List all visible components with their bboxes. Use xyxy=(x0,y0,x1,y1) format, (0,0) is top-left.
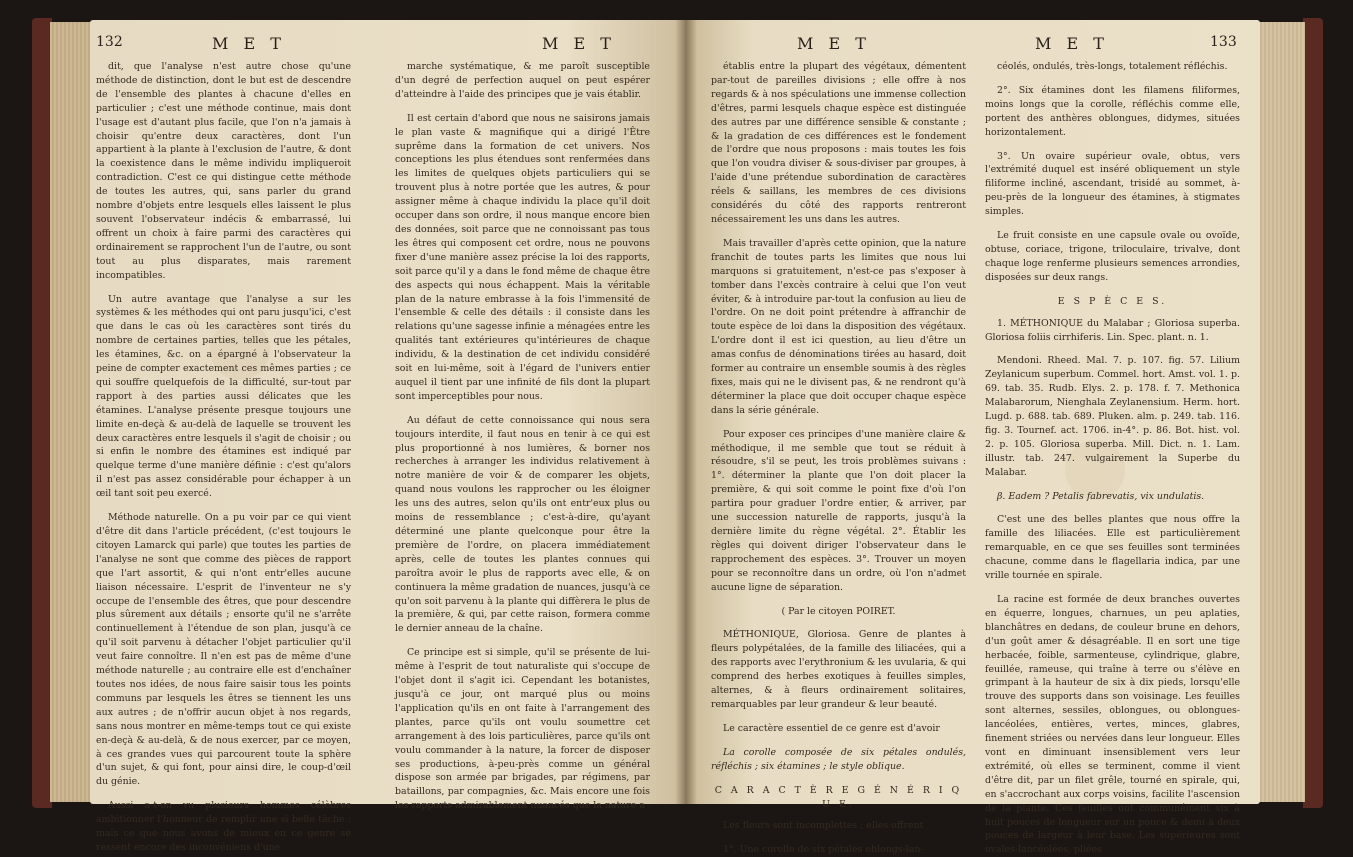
paragraph: MÉTHONIQUE, Gloriosa. Genre de plantes à fleurs polypétalées, de la famille des liliacées, qui a des rapports avec l'erythronium & les uvularia, & qui comprend des herbes exotiques à feuilles simples, alternes, & à fleurs ordinairement solitaires, remarquables par leur grandeur & leur beauté. xyxy=(711,629,966,710)
book-gutter xyxy=(675,20,697,804)
paragraph: Méthode naturelle. On a pu voir par ce qui vient d'être dit dans l'article précédent, (c'est toujours le citoyen Lamarck qui parle) que toutes les parties de l'analyse ne sont que comme des pièces de rapport que l'art assortit, & qui n'ont entr'elles aucune liaison nécessaire. L'esprit de l'inventeur ne s'y occupe de l'ensemble des êtres, que pour descendre plus sûrement aux détails ; ensorte qu'il ne s'arrête continuellement à l'étendue de son plan, jusqu'à ce qu'il soit parvenu à détacher l'objet particulier qu'il veut faire connoître. Il n'en est pas de même d'une méthode naturelle ; au contraire elle est d'enchaîner toutes nos idées, de nous faire saisir tous les points communs par lesquels les êtres se tiennent les uns aux autres ; de n'offrir aucun objet à nos regards, sans nous montrer en même-temps tout ce qui existe en-deçà & au-delà, & de nous exercer, par ce moyen, à ces grandes vues qui parcourent toute la sphère d'un sujet, & qui font, pour ainsi dire, le coup-d'œil du génie. xyxy=(96,512,351,788)
paragraph: La corolle composée de six pétales ondulés, réfléchis ; six étamines ; le style oblique. xyxy=(711,746,966,772)
page-edges-left xyxy=(50,22,95,802)
right-page xyxy=(685,20,1260,856)
left-page-header xyxy=(90,34,685,56)
left-page xyxy=(90,20,685,853)
left-header-word-2: M E T xyxy=(542,34,616,53)
paragraph: 1°. Une corolle de six pétales oblongs-lan- xyxy=(723,844,924,856)
right-header-word-1: M E T xyxy=(797,34,871,53)
book-cover-left xyxy=(32,18,52,808)
right-page-number: 133 xyxy=(1210,34,1237,50)
paragraph: 3°. Un ovaire supérieur ovale, obtus, vers l'extrémité duquel est inséré obliquement un style filiforme incliné, ascendant, trisidé au sommet, à-peu-près de la longueur des étamines, à stigmates simples. xyxy=(985,150,1240,218)
paragraph: C'est une des belles plantes que nous offre la famille des liliacées. Elle est particulièrement remarquable, en ce que ses feuilles sont terminées chacune, comme dans le flagellaria indica, par une vrille tournée en spirale. xyxy=(985,514,1240,582)
book-cover-right xyxy=(1303,18,1323,808)
paragraph: 2°. Six étamines dont les filamens filiformes, moins longs que la corolle, réfléchis comme elle, portent des anthères oblongues, didymes, situées horizontalement. xyxy=(985,84,1240,138)
paragraph: Ce principe est si simple, qu'il se présente de lui-même à l'esprit de tout naturaliste qui s'occupe de l'objet dont il s'agit ici. Cependant les botanistes, jusqu'à ce jour, ont marqué plus ou moins l'application qu'ils en ont faite à l'arrangement des plantes, parce qu'ils ont voulu soumettre cet arrangement à des lois particulières, parce qu'ils ont voulu commander à la nature, la forcer de disposer ses productions, à-peu-près comme un général dispose son armée par brigades, par régimens, par bataillons, par compagnies, &c. Mais encore une fois les rapports admirablement nuancés que la nature a xyxy=(395,647,650,812)
paragraph: Les fleurs sont incomplettes ; elles offrent xyxy=(723,820,924,832)
left-page-number: 132 xyxy=(96,34,123,50)
paragraph: Le fruit consiste en une capsule ovale ou ovoïde, obtuse, coriace, trigone, triloculaire, trivalve, dont chaque loge renferme plusieurs semences arrondies, disposées sur deux rangs. xyxy=(985,230,1240,283)
paragraph: dit, que l'analyse n'est autre chose qu'une méthode de distinction, dont le but est de descendre de l'ensemble des plantes à chacune d'elles en particulier ; c'est une méthode continue, mais dont l'usage est d'autant plus facile, que l'on n'a jamais à choisir qu'entre deux caractères, dont l'un appartient à la plante à l'exclusion de l'autre, & dont la coexistence dans le même individu impliqueroit contradiction. C'est ce qui distingue cette méthode de toutes les autres, qui, sans parler du grand nombre d'objets entre lesquels elles laissent le plus souvent l'observateur indécis & embarrassé, lui offrent un choix à faire parmi des caractères qui ordinairement se rapprochent l'un de l'autre, ou sont tout au plus disparates, mais rarement incompatibles. xyxy=(96,61,351,281)
paragraph: Mendoni. Rheed. Mal. 7. p. 107. fig. 57. Lilium Zeylanicum superbum. Commel. hort. Amst. vol. 1. p. 69. tab. 35. Rudb. Elys. 2. p. 178. f. 7. Methonica Malabarorum, Nienghala Zeylanensium. Herm. hort. Lugd. p. 688. tab. 689. Pluken. alm. p. 249. tab. 116. fig. 3. Tournef. act. 1706. in-4°. p. 86. Bot. hist. vol. 2. p. 105. Gloriosa superba. Mill. Dict. n. 1. Lam. illustr. tab. 247. vulgairement la Superbe du Malabar. xyxy=(985,355,1240,478)
book-spread xyxy=(40,12,1315,856)
left-page-column-2 xyxy=(395,60,650,812)
author-signature: ( Par le citoyen POIRET. xyxy=(781,605,896,617)
right-page-column-2 xyxy=(985,60,1240,856)
paragraph: β. Eadem ? Petalis fabrevatis, vix undulatis. xyxy=(997,490,1205,502)
paragraph: établis entre la plupart des végétaux, démentent par-tout de pareilles divisions ; elle offre à nos regards & à nos spéculations une immense collection d'êtres, parmi lesquels chaque espèce est distinguée des autres par une différence sensible & constante ; & la gradation de ces différences est le fondement de l'ordre que nous proposons : mais toutes les fois que l'on voudra diviser & sous-diviser par groupes, à l'aide d'une prétendue subordination de caractères réels & saillans, les membres de ces divisions considérés du côté des rapports rentreront nécessairement les uns dans les autres. xyxy=(711,61,966,225)
right-page-column-1 xyxy=(711,60,966,856)
right-header-word-2: M E T xyxy=(1035,34,1109,53)
section-heading: E S P È C E S. xyxy=(1057,295,1168,307)
paragraph: Au défaut de cette connoissance qui nous sera toujours interdite, il faut nous en tenir à ce qui est plus proportionné à nos lumières, & borner nos recherches à arranger les individus relativement à notre manière de voir & de comparer les objets, quand nous voulons les rapprocher ou les éloigner les uns des autres, selon qu'ils ont entr'eux plus ou moins de ressemblance ; c'est-à-dire, qu'ayant déterminé une plante quelconque pour être la première de l'ordre, on placera immédiatement après, celle de toutes les plantes connues qui paroîtra avoir le plus de rapports avec elle, & on continuera la même gradation de nuances, jusqu'à ce qu'on soit parvenu à la plante qui diffèrera le plus de la première, & qui, par cette raison, formera comme le dernier anneau de la chaîne. xyxy=(395,414,650,635)
paragraph: Le caractère essentiel de ce genre est d'avoir xyxy=(723,722,940,734)
section-heading: C A R A C T È R E G É N É R I Q U E. xyxy=(714,784,963,810)
paragraph: Aussi a-t-on vu plusieurs hommes célèbres ambitionner l'honneur de remplir une si belle tâche : mais ce que nous avons de mieux en ce genre se ressent encore des inconvéniens d'une xyxy=(96,800,351,853)
paragraph: céolés, ondulés, très-longs, totalement réfléchis. xyxy=(997,61,1228,72)
paragraph: marche systématique, & me paroît susceptible d'un degré de perfection auquel on peut espérer d'atteindre à l'aide des principes que je vais établir. xyxy=(395,61,650,100)
paragraph: Un autre avantage que l'analyse a sur les systèmes & les méthodes qui ont paru jusqu'ici, c'est que dans le cas où les caractères sont tirés du nombre de certaines parties, telles que les pétales, les étamines, &c. on a épargné à l'observateur la peine de compter exactement ces mêmes parties ; ce qui souffre quelquefois de la difficulté, sur-tout par rapport à des parties aussi délicates que les étamines. L'analyse présente presque toujours une limite en-deçà & au-delà de laquelle se trouvent les deux caractères entre lesquels il s'agit de choisir ; ou si enfin le nombre des étamines est indiqué par quelque terme d'une manière définie : c'est qu'alors il n'est pas assez considérable pour échapper à un œil tant soit peu exercé. xyxy=(96,293,351,500)
paragraph: Pour exposer ces principes d'une manière claire & méthodique, il me semble que tout se réduit à résoudre, s'il se peut, les trois problèmes suivans : 1°. déterminer la plante que l'on doit placer la première, & qui soit comme le point fixe d'où l'on partira pour graduer l'ordre entier, & arriver, par une succession naturelle de rapports, jusqu'à la dernière limite du règne végétal. 2°. Établir les règles qui doivent diriger l'observateur dans le rapprochement des espèces. 3°. Trouver un moyen pour se reconnoître dans un ordre, où l'on n'admet aucune ligne de séparation. xyxy=(711,428,966,593)
paragraph: La racine est formée de deux branches ouvertes en équerre, longues, charnues, un peu aplaties, blanchâtres en dedans, de couleur brune en dehors, d'un goût amer & désagréable. Il en sort une tige herbacée, foible, sarmenteuse, cylindrique, glabre, feuillée, rameuse, qui traîne à terre ou s'élève en grimpant à la hauteur de six à dix pieds, lorsqu'elle trouve des supports dans son voisinage. Les feuilles sont alternes, sessiles, oblongues, ou oblongues-lancéolées, entières, vertes, minces, glabres, finement striées ou nervées dans leur longueur. Elles vont en diminuant insensiblement vers leur extrémité, où elles se terminent, comme il vient d'être dit, par un filet grêle, tourné en spirale, qui, en s'accrochant aux corps voisins, facilite l'ascension de la plante. Ces feuilles ont communément six à huit pouces de longueur sur un pouce & demi à deux pouces de largeur à leur base. Les supérieures sont ovales-lancéolées, pliées xyxy=(985,594,1240,856)
paragraph: 1. MÉTHONIQUE du Malabar ; Gloriosa superba. Gloriosa foliis cirrhiferis. Lin. Spec. plant. n. 1. xyxy=(985,317,1240,343)
left-page-column-1 xyxy=(96,60,351,853)
paragraph: Mais travailler d'après cette opinion, que la nature franchit de toutes parts les limites que nous lui marquons si gratuitement, n'est-ce pas s'exposer à tomber dans l'excès contraire à celui que l'on veut éviter, & à introduire par-tout la confusion au lieu de l'ordre. On ne doit point prétendre à affranchir de toute espèce de loi dans la disposition des végétaux. L'ordre dont il est ici question, au lieu d'être un amas confus de dénominations tirées au hasard, doit former au contraire un ensemble soumis à des règles fixes, mais qui ne le divisent pas, & ne rendront qu'à déterminer la place que doit occuper chaque espèce dans la série générale. xyxy=(711,237,966,416)
paragraph: Il est certain d'abord que nous ne saisirons jamais le plan vaste & magnifique qui a dirigé l'Être suprême dans la formation de cet univers. Nos conceptions les plus étendues sont renfermées dans les limites de quelques objets particuliers qui se trouvent plus à notre portée que les autres, & pour assigner même à chaque individu la place qu'il doit occuper dans son ordre, il nous manque encore bien des données, soit parce que ne connoissant pas tous les êtres qui composent cet ordre, nous ne pouvons fixer d'une manière assez précise la loi des rapports, soit parce qu'il y a dans le fond même de chaque être des aspects qui nous échappent. Mais la véritable plan de la nature embrasse à la fois l'immensité de l'ensemble & celle des détails : il consiste dans les relations qu'une sagesse infinie a ménagées entre les qualités tant extérieures qu'intérieures de chaque individu, & la destination de cet individu considéré soit en lui-même, soit à l'égard de l'univers entier auquel il tient par une infinité de fils dont la plupart sont imperceptibles pour nous. xyxy=(395,112,650,402)
left-header-word-1: M E T xyxy=(212,34,286,53)
right-page-header xyxy=(685,34,1260,56)
